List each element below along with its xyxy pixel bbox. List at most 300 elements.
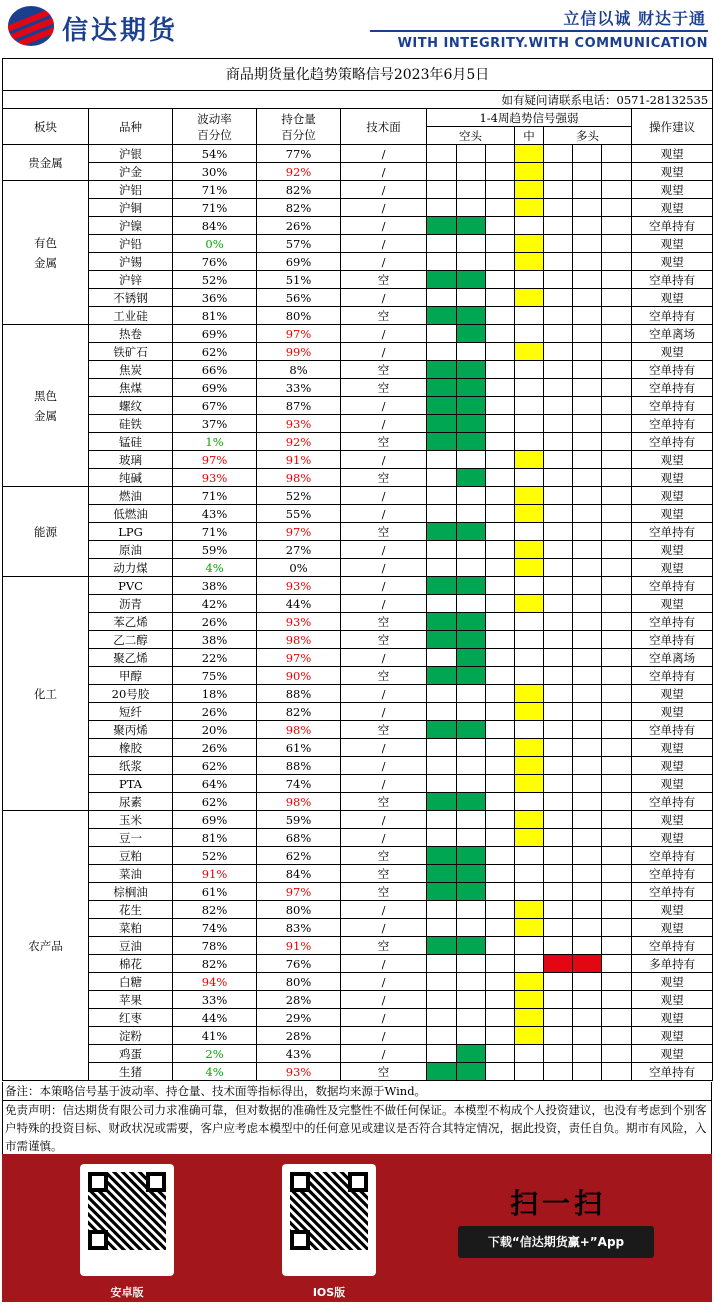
signal-cell	[427, 1063, 457, 1081]
signal-cell	[515, 469, 544, 487]
signal-cell	[544, 451, 573, 469]
signal-cell	[515, 361, 544, 379]
signal-cell	[544, 433, 573, 451]
signal-cell	[602, 721, 632, 739]
technical-value: 空	[341, 937, 427, 955]
signal-cell	[544, 703, 573, 721]
open-interest-value: 93%	[257, 1063, 341, 1081]
signal-cell	[427, 307, 457, 325]
signal-cell	[573, 1009, 602, 1027]
signal-cell	[427, 739, 457, 757]
volatility-value: 62%	[173, 343, 257, 361]
technical-value: /	[341, 649, 427, 667]
advice-value: 观望	[632, 289, 713, 307]
table-row	[3, 487, 713, 505]
signal-cell	[486, 937, 515, 955]
signal-cell	[573, 397, 602, 415]
product-name: 甲醇	[89, 667, 173, 685]
technical-value: 空	[341, 865, 427, 883]
volatility-value: 37%	[173, 415, 257, 433]
signal-cell	[457, 469, 486, 487]
signal-cell	[544, 577, 573, 595]
signal-cell	[427, 757, 457, 775]
table-row	[3, 289, 713, 307]
signal-cell	[544, 775, 573, 793]
signal-cell	[486, 613, 515, 631]
open-interest-value: 82%	[257, 181, 341, 199]
signal-cell	[486, 721, 515, 739]
signal-cell	[544, 973, 573, 991]
signal-cell	[515, 739, 544, 757]
signal-cell	[573, 343, 602, 361]
table-row	[3, 415, 713, 433]
signal-cell	[427, 577, 457, 595]
signal-cell	[515, 307, 544, 325]
advice-value: 观望	[632, 541, 713, 559]
signal-cell	[457, 181, 486, 199]
technical-value: /	[341, 955, 427, 973]
product-name: 不锈钢	[89, 289, 173, 307]
signal-cell	[486, 559, 515, 577]
signal-cell	[427, 271, 457, 289]
signal-cell	[573, 505, 602, 523]
signal-cell	[573, 325, 602, 343]
signal-cell	[457, 361, 486, 379]
product-name: 沪锌	[89, 271, 173, 289]
signal-cell	[573, 649, 602, 667]
signal-cell	[457, 289, 486, 307]
open-interest-value: 88%	[257, 757, 341, 775]
signal-cell	[602, 1009, 632, 1027]
signal-cell	[602, 289, 632, 307]
signal-cell	[573, 523, 602, 541]
signal-cell	[544, 199, 573, 217]
advice-value: 观望	[632, 829, 713, 847]
volatility-value: 69%	[173, 325, 257, 343]
signal-cell	[544, 649, 573, 667]
signal-cell	[515, 541, 544, 559]
table-row	[3, 523, 713, 541]
advice-value: 空单持有	[632, 361, 713, 379]
signal-cell	[573, 991, 602, 1009]
signal-cell	[486, 433, 515, 451]
signal-cell	[457, 703, 486, 721]
sector-cell: 农产品	[3, 811, 89, 1081]
signal-cell	[544, 1009, 573, 1027]
advice-value: 观望	[632, 199, 713, 217]
signal-cell	[573, 199, 602, 217]
technical-value: /	[341, 217, 427, 235]
technical-value: /	[341, 163, 427, 181]
signal-cell	[486, 829, 515, 847]
open-interest-value: 84%	[257, 865, 341, 883]
signal-cell	[515, 955, 544, 973]
signal-cell	[602, 937, 632, 955]
signal-cell	[544, 253, 573, 271]
technical-value: 空	[341, 613, 427, 631]
table-row	[3, 271, 713, 289]
signal-cell	[486, 541, 515, 559]
signal-cell	[427, 433, 457, 451]
table-row	[3, 181, 713, 199]
signal-cell	[602, 505, 632, 523]
signal-cell	[486, 379, 515, 397]
signal-cell	[573, 541, 602, 559]
technical-value: /	[341, 145, 427, 163]
open-interest-value: 98%	[257, 721, 341, 739]
signal-cell	[427, 883, 457, 901]
volatility-value: 2%	[173, 1045, 257, 1063]
technical-value: /	[341, 901, 427, 919]
signal-cell	[515, 559, 544, 577]
signal-cell	[427, 145, 457, 163]
volatility-value: 22%	[173, 649, 257, 667]
volatility-value: 4%	[173, 1063, 257, 1081]
product-name: 沪铝	[89, 181, 173, 199]
volatility-value: 81%	[173, 829, 257, 847]
signal-cell	[602, 163, 632, 181]
signal-cell	[602, 523, 632, 541]
signal-cell	[486, 145, 515, 163]
signal-cell	[573, 487, 602, 505]
signal-cell	[486, 415, 515, 433]
signal-cell	[427, 505, 457, 523]
advice-value: 观望	[632, 145, 713, 163]
open-interest-value: 91%	[257, 937, 341, 955]
signal-cell	[573, 253, 602, 271]
open-interest-value: 93%	[257, 415, 341, 433]
technical-value: /	[341, 1027, 427, 1045]
open-interest-value: 55%	[257, 505, 341, 523]
product-name: 淀粉	[89, 1027, 173, 1045]
signal-cell	[544, 631, 573, 649]
signal-cell	[602, 703, 632, 721]
signal-cell	[573, 901, 602, 919]
volatility-value: 38%	[173, 631, 257, 649]
signal-cell	[457, 163, 486, 181]
product-name: 鸡蛋	[89, 1045, 173, 1063]
signal-cell	[427, 1045, 457, 1063]
table-row	[3, 631, 713, 649]
signal-cell	[515, 973, 544, 991]
advice-value: 空单持有	[632, 577, 713, 595]
technical-value: /	[341, 811, 427, 829]
col-short: 空头	[427, 127, 515, 145]
signal-cell	[573, 595, 602, 613]
signal-cell	[515, 775, 544, 793]
advice-value: 观望	[632, 469, 713, 487]
signal-cell	[573, 271, 602, 289]
technical-value: /	[341, 289, 427, 307]
signal-cell	[486, 469, 515, 487]
signal-cell	[573, 811, 602, 829]
volatility-value: 69%	[173, 379, 257, 397]
signal-cell	[573, 739, 602, 757]
signal-table	[2, 58, 713, 1081]
logo-icon	[8, 6, 54, 46]
signal-cell	[427, 523, 457, 541]
advice-value: 空单持有	[632, 379, 713, 397]
open-interest-value: 99%	[257, 343, 341, 361]
advice-value: 观望	[632, 343, 713, 361]
table-row	[3, 397, 713, 415]
technical-value: /	[341, 253, 427, 271]
advice-value: 空单持有	[632, 1063, 713, 1081]
signal-cell	[427, 667, 457, 685]
product-name: 红枣	[89, 1009, 173, 1027]
signal-cell	[544, 235, 573, 253]
table-row	[3, 145, 713, 163]
signal-cell	[457, 415, 486, 433]
signal-cell	[544, 415, 573, 433]
advice-value: 空单持有	[632, 883, 713, 901]
signal-cell	[427, 541, 457, 559]
signal-cell	[457, 901, 486, 919]
logo-text: 信达期货	[62, 16, 179, 46]
signal-cell	[515, 649, 544, 667]
signal-cell	[573, 1027, 602, 1045]
signal-cell	[573, 667, 602, 685]
table-row	[3, 235, 713, 253]
technical-value: 空	[341, 1063, 427, 1081]
advice-value: 观望	[632, 685, 713, 703]
volatility-value: 97%	[173, 451, 257, 469]
col-open-interest: 持仓量 百分位	[257, 109, 341, 145]
signal-cell	[573, 919, 602, 937]
signal-cell	[457, 235, 486, 253]
col-volatility: 波动率 百分位	[173, 109, 257, 145]
signal-cell	[602, 775, 632, 793]
signal-cell	[602, 577, 632, 595]
technical-value: /	[341, 559, 427, 577]
signal-cell	[573, 217, 602, 235]
product-name: 螺纹	[89, 397, 173, 415]
qr-finder-icon	[348, 1172, 368, 1192]
signal-cell	[427, 613, 457, 631]
signal-cell	[573, 307, 602, 325]
signal-cell	[573, 451, 602, 469]
signal-cell	[427, 793, 457, 811]
download-app-button[interactable]: 下载“信达期货赢+”App	[458, 1226, 654, 1258]
product-name: 棕榈油	[89, 883, 173, 901]
table-row	[3, 451, 713, 469]
signal-cell	[457, 1063, 486, 1081]
signal-cell	[515, 1045, 544, 1063]
product-name: 锰硅	[89, 433, 173, 451]
advice-value: 观望	[632, 811, 713, 829]
signal-cell	[486, 649, 515, 667]
technical-value: /	[341, 199, 427, 217]
volatility-value: 26%	[173, 703, 257, 721]
advice-value: 观望	[632, 739, 713, 757]
qr-finder-icon	[290, 1172, 310, 1192]
signal-cell	[427, 343, 457, 361]
advice-value: 空单持有	[632, 793, 713, 811]
signal-cell	[515, 487, 544, 505]
page-header	[0, 0, 714, 56]
product-name: 豆粕	[89, 847, 173, 865]
volatility-value: 82%	[173, 901, 257, 919]
signal-cell	[602, 253, 632, 271]
open-interest-value: 97%	[257, 325, 341, 343]
table-row	[3, 865, 713, 883]
signal-cell	[573, 1063, 602, 1081]
signal-cell	[457, 451, 486, 469]
open-interest-value: 98%	[257, 793, 341, 811]
col-advice: 操作建议	[632, 109, 713, 145]
advice-value: 空单持有	[632, 415, 713, 433]
signal-cell	[515, 865, 544, 883]
signal-cell	[486, 955, 515, 973]
open-interest-value: 93%	[257, 613, 341, 631]
signal-cell	[544, 991, 573, 1009]
signal-cell	[457, 1027, 486, 1045]
table-row	[3, 937, 713, 955]
table-row	[3, 883, 713, 901]
technical-value: /	[341, 595, 427, 613]
signal-cell	[486, 487, 515, 505]
signal-cell	[427, 181, 457, 199]
table-row	[3, 1045, 713, 1063]
table-row	[3, 847, 713, 865]
advice-value: 空单持有	[632, 217, 713, 235]
signal-cell	[427, 991, 457, 1009]
advice-value: 空单离场	[632, 325, 713, 343]
table-row	[3, 1027, 713, 1045]
signal-cell	[602, 955, 632, 973]
product-name: 聚乙烯	[89, 649, 173, 667]
advice-value: 观望	[632, 451, 713, 469]
advice-value: 空单持有	[632, 433, 713, 451]
signal-cell	[486, 343, 515, 361]
open-interest-value: 8%	[257, 361, 341, 379]
signal-cell	[486, 739, 515, 757]
table-row	[3, 541, 713, 559]
open-interest-value: 57%	[257, 235, 341, 253]
signal-cell	[573, 883, 602, 901]
signal-cell	[573, 163, 602, 181]
open-interest-value: 33%	[257, 379, 341, 397]
col-mid: 中	[515, 127, 544, 145]
signal-cell	[427, 811, 457, 829]
open-interest-value: 74%	[257, 775, 341, 793]
advice-value: 观望	[632, 163, 713, 181]
signal-cell	[427, 649, 457, 667]
table-row	[3, 433, 713, 451]
product-name: 焦炭	[89, 361, 173, 379]
qr-finder-icon	[146, 1172, 166, 1192]
signal-cell	[427, 595, 457, 613]
open-interest-value: 43%	[257, 1045, 341, 1063]
sector-cell: 有色 金属	[3, 181, 89, 325]
signal-cell	[457, 955, 486, 973]
signal-cell	[573, 793, 602, 811]
signal-cell	[573, 469, 602, 487]
advice-value: 观望	[632, 991, 713, 1009]
advice-value: 空单持有	[632, 721, 713, 739]
signal-cell	[602, 595, 632, 613]
signal-cell	[486, 631, 515, 649]
advice-value: 空单持有	[632, 847, 713, 865]
footer-notes	[2, 1082, 712, 1156]
product-name: 白糖	[89, 973, 173, 991]
volatility-value: 54%	[173, 145, 257, 163]
signal-cell	[515, 883, 544, 901]
signal-cell	[602, 901, 632, 919]
footer-disclaimer: 免责声明：信达期货有限公司力求准确可靠，但对数据的准确性及完整性不做任何保证。本模型不构成个人投资建议，也没有考虑到个别客户特殊的投资目标、财政状况或需要，客户应考虑本模型中的任何意见或建议是否符合其特定情况，据此投资，责任自负。期市有风险，入市需谨慎。	[5, 1103, 707, 1153]
signal-cell	[486, 793, 515, 811]
open-interest-value: 97%	[257, 649, 341, 667]
signal-cell	[486, 757, 515, 775]
signal-cell	[515, 181, 544, 199]
signal-cell	[573, 757, 602, 775]
table-row	[3, 955, 713, 973]
signal-cell	[573, 145, 602, 163]
open-interest-value: 82%	[257, 199, 341, 217]
table-row	[3, 199, 713, 217]
volatility-value: 52%	[173, 271, 257, 289]
signal-cell	[602, 613, 632, 631]
signal-cell	[457, 757, 486, 775]
signal-cell	[427, 685, 457, 703]
product-name: 豆油	[89, 937, 173, 955]
signal-cell	[515, 919, 544, 937]
product-name: 苹果	[89, 991, 173, 1009]
signal-cell	[486, 307, 515, 325]
product-name: 沪银	[89, 145, 173, 163]
open-interest-value: 51%	[257, 271, 341, 289]
signal-cell	[544, 793, 573, 811]
open-interest-value: 69%	[257, 253, 341, 271]
technical-value: /	[341, 703, 427, 721]
product-name: 尿素	[89, 793, 173, 811]
table-row	[3, 721, 713, 739]
signal-cell	[573, 433, 602, 451]
col-sector: 板块	[3, 109, 89, 145]
qr-finder-icon	[290, 1230, 310, 1250]
signal-cell	[573, 559, 602, 577]
col-product: 品种	[89, 109, 173, 145]
signal-cell	[457, 631, 486, 649]
signal-cell	[427, 289, 457, 307]
signal-cell	[573, 829, 602, 847]
volatility-value: 36%	[173, 289, 257, 307]
signal-cell	[602, 559, 632, 577]
signal-cell	[457, 1009, 486, 1027]
signal-cell	[457, 379, 486, 397]
ios-qr-code[interactable]	[282, 1164, 376, 1276]
technical-value: 空	[341, 793, 427, 811]
signal-cell	[602, 271, 632, 289]
signal-cell	[427, 217, 457, 235]
signal-cell	[544, 1045, 573, 1063]
signal-cell	[602, 199, 632, 217]
signal-cell	[515, 721, 544, 739]
open-interest-value: 26%	[257, 217, 341, 235]
signal-cell	[486, 271, 515, 289]
signal-cell	[427, 865, 457, 883]
technical-value: 空	[341, 361, 427, 379]
signal-cell	[515, 811, 544, 829]
advice-value: 观望	[632, 595, 713, 613]
signal-cell	[544, 361, 573, 379]
volatility-value: 38%	[173, 577, 257, 595]
android-qr-code[interactable]	[80, 1164, 174, 1276]
signal-cell	[515, 1009, 544, 1027]
open-interest-value: 56%	[257, 289, 341, 307]
signal-cell	[573, 1045, 602, 1063]
table-row	[3, 307, 713, 325]
